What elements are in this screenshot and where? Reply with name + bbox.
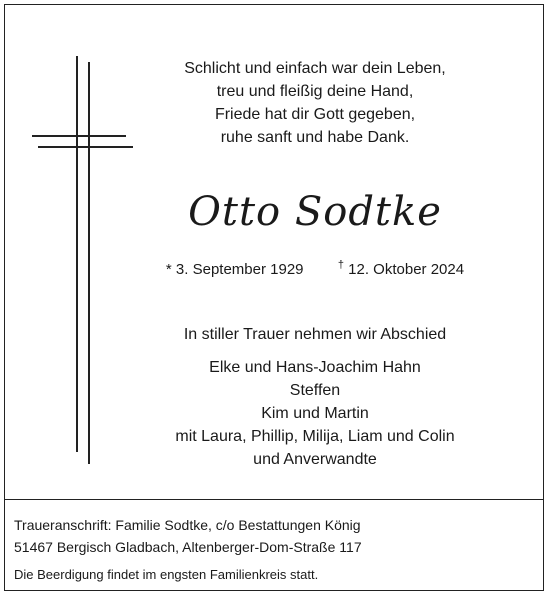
cross-vertical-bar: [88, 62, 90, 464]
dagger-icon: †: [337, 259, 344, 271]
poem: [140, 57, 490, 149]
mourner-line: und Anverwandte: [253, 451, 377, 468]
cross-horizontal-bar: [32, 135, 126, 137]
poem-line: Friede hat dir Gott gegeben,: [214, 106, 416, 123]
mourner-list: [140, 356, 490, 471]
mourner-line: Elke und Hans-Joachim Hahn: [209, 359, 421, 376]
funeral-note: Die Beerdigung findet im engsten Familienkreis statt.: [14, 567, 319, 582]
mourner-line: Kim und Martin: [261, 405, 369, 422]
life-dates: [150, 259, 480, 278]
mourning-address: [14, 514, 362, 558]
address-line: 51467 Bergisch Gladbach, Altenberger-Dom-Straße 117: [14, 539, 362, 555]
poem-line: Schlicht und einfach war dein Leben,: [184, 60, 446, 77]
birth-symbol: *: [165, 261, 172, 278]
cross-horizontal-bar: [38, 146, 133, 148]
deceased-name: Otto Sodtke: [188, 189, 442, 235]
poem-line: ruhe sanft und habe Dank.: [220, 129, 410, 146]
death-date: 12. Oktober 2024: [348, 261, 465, 278]
footer-divider: [5, 499, 543, 500]
cross-vertical-bar: [76, 56, 78, 452]
mourning-intro: In stiller Trauer nehmen wir Abschied: [183, 326, 447, 343]
birth-date: 3. September 1929: [175, 261, 304, 278]
poem-line: treu und fleißig deine Hand,: [216, 83, 414, 100]
mourner-line: mit Laura, Phillip, Milija, Liam und Colin: [175, 428, 455, 445]
mourner-line: Steffen: [289, 382, 341, 399]
address-line: Traueranschrift: Familie Sodtke, c/o Bestattungen König: [14, 517, 361, 533]
